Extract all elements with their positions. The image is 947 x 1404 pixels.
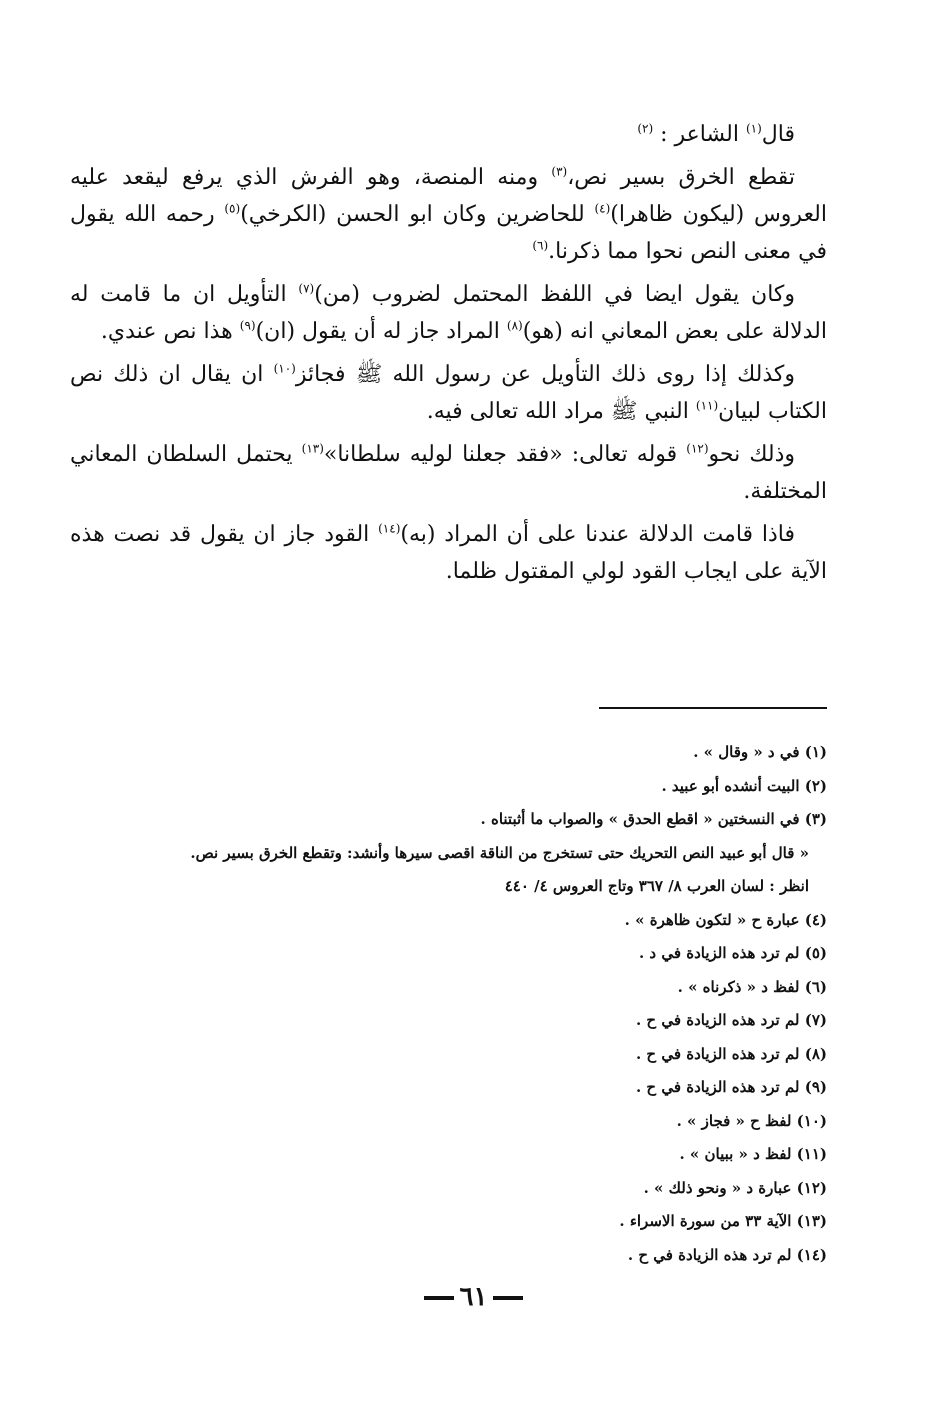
footnote-ref-4[interactable]: (٤) [594,201,611,216]
footnote-4: (٤) عبارة ح « لتكون ظاهرة » . [624,910,827,929]
footnote-ref-9[interactable]: (٩) [239,318,256,333]
footnote-9: (٩) لم ترد هذه الزيادة في ح . [635,1078,827,1096]
text-run: وكان يقول ايضا في اللفظ المحتمل لضروب (من) [314,282,795,307]
footnote-ref-13[interactable]: (١٣) [301,441,324,456]
footnote-12: (١٢) عبارة د « ونحو ذلك » . [643,1178,827,1197]
footnote-ref-5[interactable]: (٥) [224,201,241,216]
footnote-6: (٦) لفظ د « ذكرناه » . [677,977,827,996]
paragraph-1 [70,159,827,270]
paragraph-intro [70,116,827,153]
footnote-3-reference: انظر : لسان العرب ٨/ ٣٦٧ وتاج العروس ٤/ ٤٤٠ [504,877,809,895]
footnote-8: (٨) لم ترد هذه الزيادة في ح . [635,1044,827,1063]
text-run: فاذا قامت الدلالة عندنا على أن المراد (به) [400,522,795,547]
dash-left [493,1296,523,1300]
paragraph-2 [70,276,827,350]
footnote-ref-11[interactable]: (١١) [695,398,719,413]
footnote-ref-1[interactable]: (١) [745,121,762,136]
text-run: وذلك نحو [708,442,795,467]
footnote-13: (١٣) الآية ٣٣ من سورة الاسراء . [619,1212,827,1230]
text-run: قوله تعالى: «فقد جعلنا لوليه سلطانا» [323,442,687,467]
text-run: ومنه المنصة، وهو الفرش الذي يرفع ليقعد عليه العروس (ليكون ظاهرا) [70,165,828,227]
footnote-ref-6[interactable]: (٦) [532,238,549,253]
text-run: يحتمل السلطان المعاني المختلفة. [70,442,827,504]
dash-right [424,1296,454,1300]
text-run: النبي ﷺ مراد الله تعالى فيه. [426,399,696,424]
text-run: ان يقال ان ذلك نص الكتاب لبيان [70,362,827,424]
text-run: رحمه الله يقول في معنى النص نحوا مما ذكرنا. [70,202,827,264]
footnote-14: (١٤) لم ترد هذه الزيادة في ح . [627,1245,827,1264]
footnote-ref-3[interactable]: (٣) [551,164,568,179]
text-run: قال [761,122,795,147]
footnote-7: (٧) لم ترد هذه الزيادة في ح . [635,1011,827,1029]
page-number-footer [0,1282,947,1312]
footnote-1: (١) في د « وقال » . [693,743,827,761]
footnote-ref-7[interactable]: (٧) [298,281,315,296]
text-run: المراد جاز له أن يقول (ان) [255,319,507,344]
paragraph-5 [70,516,827,590]
footnote-ref-2[interactable]: (٢) [637,121,654,136]
footnote-ref-12[interactable]: (١٢) [686,441,709,456]
main-text [70,116,827,596]
footnote-ref-8[interactable]: (٨) [506,318,523,333]
text-run: تقطع الخرق بسير نص، [567,165,795,190]
text-run: الشاعر : [653,122,746,147]
footnote-2: (٢) البيت أنشده أبو عبيد . [661,776,827,795]
text-run: التأويل ان ما قامت له الدلالة على بعض المعاني انه (هو) [70,282,827,344]
text-run: وكذلك إذا روى ذلك التأويل عن رسول الله ﷺ فجائز [295,362,796,387]
footnote-divider [599,707,827,709]
footnote-ref-14[interactable]: (١٤) [378,521,401,536]
footnote-11: (١١) لفظ د « ببيان » . [679,1145,827,1163]
text-run: للحاضرين وكان ابو الحسن (الكرخي) [240,202,595,227]
page-number: ٦١ [459,1282,488,1312]
footnote-3: (٣) في النسختين « اقطع الحدق » والصواب ما أثبتناه . [480,810,827,828]
text-run: القود جاز ان يقول قد نصت هذه الآية على ايجاب القود لولي المقتول ظلما. [70,522,827,584]
footnotes [60,736,827,1272]
footnote-3-quote: « قال أبو عبيد النص التحريك حتى تستخرج من الناقة اقصى سيرها وأنشد: وتقطع الخرق بسير نص. [190,843,809,862]
footnote-ref-10[interactable]: (١٠) [273,361,296,376]
footnote-5: (٥) لم ترد هذه الزيادة في د . [638,944,827,962]
text-run: هذا نص عندي. [100,319,240,344]
footnote-10: (١٠) لفظ ح « فجاز » . [676,1111,827,1130]
paragraph-3 [70,356,827,430]
paragraph-4 [70,436,827,510]
